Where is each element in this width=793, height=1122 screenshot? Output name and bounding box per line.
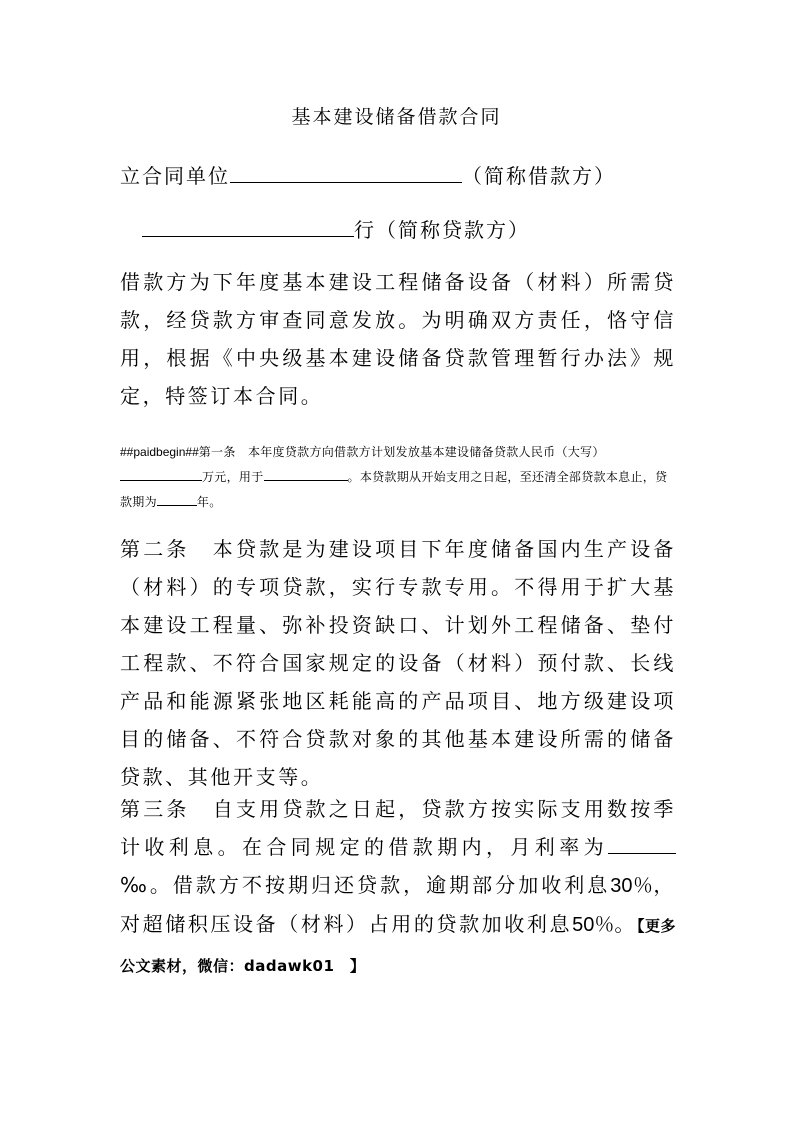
excess-rate: 50％	[572, 914, 615, 936]
amount-blank	[120, 469, 202, 481]
article-1-text-3: 。本贷款期从开始支用之日起，至还清全部贷款本息止，贷款期为	[120, 470, 668, 509]
paid-marker: ##paidbegin##	[120, 445, 199, 459]
intro-paragraph: 借款方为下年度基本建设工程储备设备（材料）所需贷款，经贷款方审查同意发放。为明确双方责任，恪守信用，根据《中央级基本建设储备贷款管理暂行办法》规定，特签订本合同。	[120, 270, 676, 408]
borrower-label: 立合同单位	[120, 164, 230, 188]
article-1-text-2: 万元，用于	[202, 470, 264, 484]
lender-line	[142, 214, 530, 243]
overdue-rate: 30％	[610, 875, 654, 897]
article-1-text-4: 年。	[196, 495, 222, 509]
promo-note: 【更多公文素材，微信：dadawk01 】	[120, 917, 676, 975]
borrower-suffix: （简称借款方）	[462, 164, 616, 188]
purpose-blank	[264, 469, 348, 481]
article-3-text-2: ‰。借款方不按期归还贷款，逾期部分加收利息	[120, 873, 611, 897]
borrower-name-blank	[230, 164, 462, 183]
term-blank	[157, 494, 197, 506]
article-1-text-1: 第一条 本年度贷款方向借款方计划发放基本建设储备贷款人民币（大写）	[198, 445, 605, 459]
article-3	[120, 790, 676, 985]
article-2: 第二条 本贷款是为建设项目下年度储备国内生产设备（材料）的专项贷款，实行专款专用。不得用于扩大基本建设工程量、弥补投资缺口、计划外工程储备、垫付工程款、不符合国家规定的设备（材料）预付款、长线产品和能源紧张地区耗能高的产品项目、地方级建设项目的储备、不符合贷款对象的其他基本建设所需的储备贷款、其他开支等。	[120, 537, 676, 789]
article-3-text-4: 。	[614, 912, 637, 936]
document-title: 基本建设储备借款合同	[291, 106, 502, 128]
article-3-text-3: ，对超储积压设备（材料）占用的贷款加收利息	[120, 873, 676, 936]
lender-suffix: 行（简称贷款方）	[354, 218, 530, 242]
article-1	[120, 440, 676, 515]
article-3-text-1: 第三条 自支用贷款之日起，贷款方按实际支用数按季计收利息。在合同规定的借款期内，月利率为	[120, 797, 676, 859]
lender-name-blank	[142, 218, 354, 237]
monthly-rate-blank	[608, 835, 676, 854]
borrower-line	[120, 160, 616, 189]
